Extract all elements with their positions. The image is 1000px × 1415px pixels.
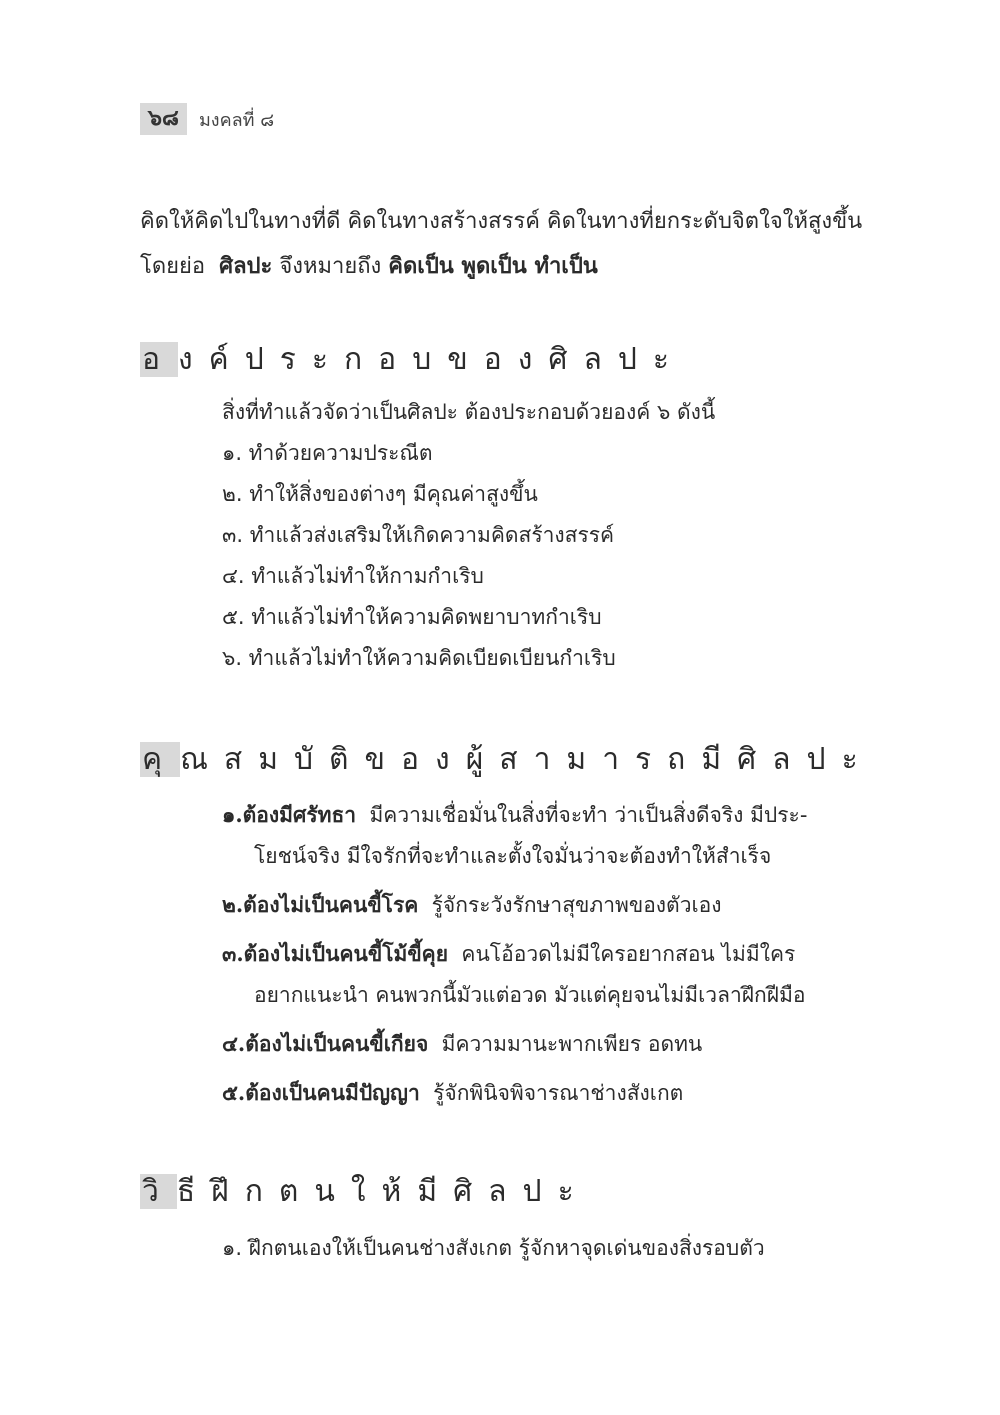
list-item: ๑. ทำด้วยความประณีต	[222, 441, 433, 465]
list-item	[222, 884, 862, 926]
item-text: มีความเชื่อมั่นในสิ่งที่จะทำ ว่าเป็นสิ่งดีจริง มีประ-	[369, 803, 808, 827]
section-heading-training	[140, 1168, 590, 1215]
components-intro: สิ่งที่ทำแล้วจัดว่าเป็นศิลปะ ต้องประกอบด้วยองค์ ๖ ดังนี้	[222, 400, 716, 424]
list-item: ๔. ทำแล้วไม่ทำให้กามกำเริบ	[222, 564, 484, 588]
list-item: ๕. ทำแล้วไม่ทำให้ความคิดพยาบาทกำเริบ	[222, 605, 602, 629]
list-item: ๑. ฝึกตนเองให้เป็นคนช่างสังเกต รู้จักหาจุดเด่นของสิ่งรอบตัว	[222, 1236, 765, 1260]
item-title: ต้องเป็นคนมีปัญญา	[245, 1080, 420, 1105]
heading-initial: วิ	[142, 1174, 175, 1209]
intro-definition: คิดเป็น พูดเป็น ทำเป็น	[388, 253, 598, 279]
components-list	[222, 392, 715, 679]
item-text: คนโอ้อวดไม่มีใครอยากสอน ไม่มีใคร	[461, 942, 796, 966]
page-number: ๖๘	[140, 103, 187, 135]
item-continuation: โยชน์จริง มีใจรักที่จะทำและตั้งใจมั่นว่าจะต้องทำให้สำเร็จ	[254, 844, 772, 868]
item-title: ต้องไม่เป็นคนขี้เกียจ	[245, 1031, 429, 1056]
list-item: ๓. ทำแล้วส่งเสริมให้เกิดความคิดสร้างสรรค์	[222, 523, 615, 547]
item-number: ๒.	[222, 892, 244, 917]
heading-text: ณสมบัติของผู้สามารถมีศิลปะ	[180, 742, 874, 777]
heading-text: งค์ประกอบของศิลปะ	[178, 342, 685, 377]
intro-mid: จึงหมายถึง	[279, 254, 382, 279]
section-heading-qualifications	[140, 736, 874, 783]
intro-paragraph	[140, 200, 863, 289]
training-list	[222, 1228, 765, 1269]
item-title: ต้องไม่เป็นคนขี้โม้ขี้คุย	[243, 941, 449, 966]
item-number: ๕.	[222, 1080, 246, 1105]
list-item	[222, 1072, 862, 1114]
item-title: ต้องมีศรัทธา	[242, 802, 357, 827]
item-text: มีความมานะพากเพียร อดทน	[441, 1032, 703, 1056]
intro-line-1: คิดให้คิดไปในทางที่ดี คิดในทางสร้างสรรค์ คิดในทางที่ยกระดับจิตใจให้สูงขึ้น	[140, 209, 863, 234]
item-title: ต้องไม่เป็นคนขี้โรค	[243, 892, 419, 917]
list-item	[222, 794, 862, 877]
list-item: ๖. ทำแล้วไม่ทำให้ความคิดเบียดเบียนกำเริบ	[222, 646, 616, 670]
list-item	[222, 1023, 862, 1065]
item-number: ๔.	[222, 1031, 246, 1056]
qualifications-list	[222, 794, 862, 1121]
item-continuation: อยากแนะนำ คนพวกนี้มัวแต่อวด มัวแต่คุยจนไม่มีเวลาฝึกฝีมือ	[254, 983, 806, 1007]
heading-initial: คุ	[142, 742, 179, 777]
intro-line-2	[140, 244, 860, 289]
intro-prefix: โดยย่อ	[140, 254, 206, 279]
item-text: รู้จักระวังรักษาสุขภาพของตัวเอง	[431, 893, 722, 917]
heading-initial: อ	[142, 342, 177, 377]
heading-text: ธีฝึกตนให้มีศิลปะ	[176, 1174, 590, 1209]
section-heading-components	[140, 336, 685, 383]
list-item	[222, 933, 862, 1016]
chapter-title: มงคลที่ ๘	[198, 109, 275, 131]
item-text: รู้จักพินิจพิจารณาช่างสังเกต	[433, 1081, 684, 1105]
list-item: ๒. ทำให้สิ่งของต่างๆ มีคุณค่าสูงขึ้น	[222, 482, 538, 506]
item-number: ๑.	[222, 802, 243, 827]
item-number: ๓.	[222, 941, 244, 966]
page-header	[140, 102, 274, 136]
intro-term: ศิลปะ	[219, 253, 273, 279]
